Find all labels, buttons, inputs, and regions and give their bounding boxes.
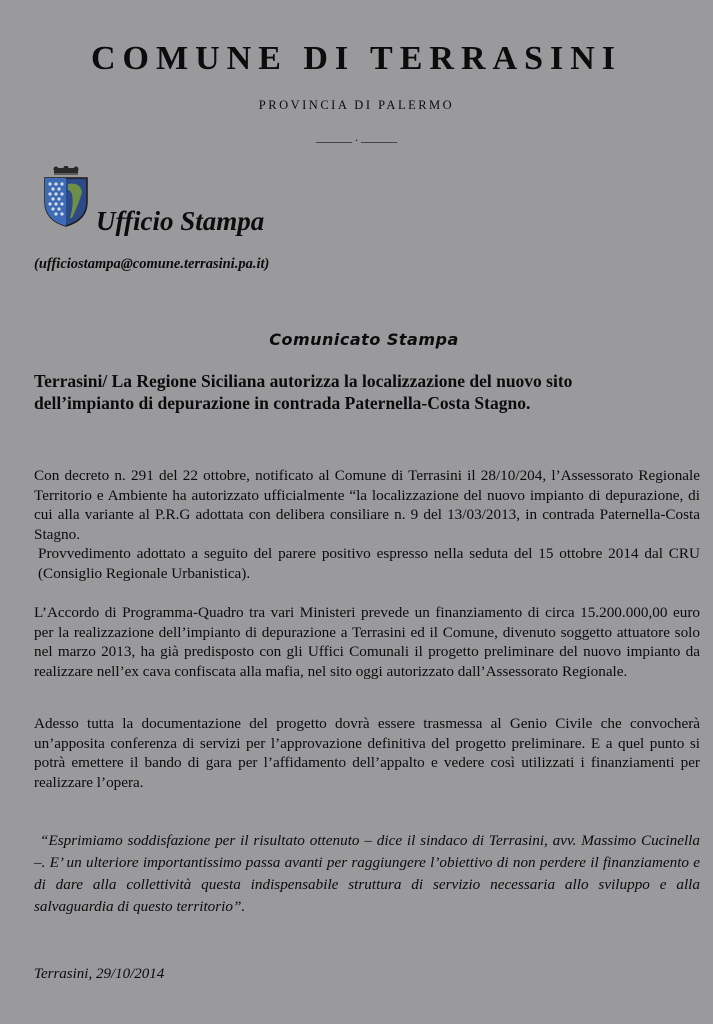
mayor-quote: “Esprimiamo soddisfazione per il risultato ottenuto – dice il sindaco di Terrasini, avv. Massimo Cucinella –. E’ un ulteriore importantissimo passa avanti per raggiungere l’obiettivo di non perdere il finanziamento e di dare alla collettività questa indispensabile struttura di servizio necessaria allo sviluppo e alla salvaguardia di questo territorio”. <box>34 832 700 915</box>
paragraph-decree-text: Con decreto n. 291 del 22 ottobre, notificato al Comune di Terrasini il 28/10/204, l’Assessorato Regionale Territorio e Ambiente ha autorizzato ufficialmente “la localizzazione del nuovo impianto di depurazione, di cui alla variante al P.R.G adottata con delibera consiliare n. 9 del 13/03/2013, in contrada Paternella-Costa Stagno. <box>34 467 700 543</box>
place-and-date: Terrasini, 29/10/2014 <box>34 966 165 982</box>
paragraph-decree-followup: Provvedimento adottato a seguito del parere positivo espresso nella seduta del 15 ottobre 2014 dal CRU (Consiglio Regionale Urbanistica). <box>38 545 700 582</box>
paragraph-funding: L’Accordo di Programma-Quadro tra vari Ministeri prevede un finanziamento di circa 15.200.000,00 euro per la realizzazione dell’impianto di depurazione a Terrasini ed il Comune, divenuto soggetto attuatore solo nel marzo 2013, ha già predisposto con gli Uffici Comunali il progetto preliminare del nuovo impianto da realizzare nell’ex cava confiscata alla mafia, nel sito oggi autorizzato dall’Assessorato Regionale. <box>34 604 700 680</box>
press-release-label: Comunicato Stampa <box>269 330 459 349</box>
press-office-title: Ufficio Stampa <box>96 206 265 236</box>
press-release-headline: Terrasini/ La Regione Siciliana autorizza la localizzazione del nuovo sito dell’impianto di depurazione in contrada Paternella-Costa Stagno. <box>34 371 573 413</box>
press-office-email[interactable]: (ufficiostampa@comune.terrasini.pa.it) <box>34 256 270 272</box>
header-separator: ______ . ______ <box>316 130 397 144</box>
paragraph-next-steps: Adesso tutta la documentazione del progetto dovrà essere trasmessa al Genio Civile che convocherà un’apposita conferenza di servizi per l’approvazione definitiva del progetto preliminare. E a quel punto si potrà emettere il bando di gara per l’affidamento dell’appalto e vedere così utilizzati i finanziamenti per realizzare l’opera. <box>34 715 700 791</box>
province-subtitle: PROVINCIA DI PALERMO <box>258 98 455 112</box>
municipal-crest-icon <box>42 166 90 228</box>
paragraph-decree <box>34 466 700 583</box>
municipality-title: COMUNE DI TERRASINI <box>91 40 622 77</box>
